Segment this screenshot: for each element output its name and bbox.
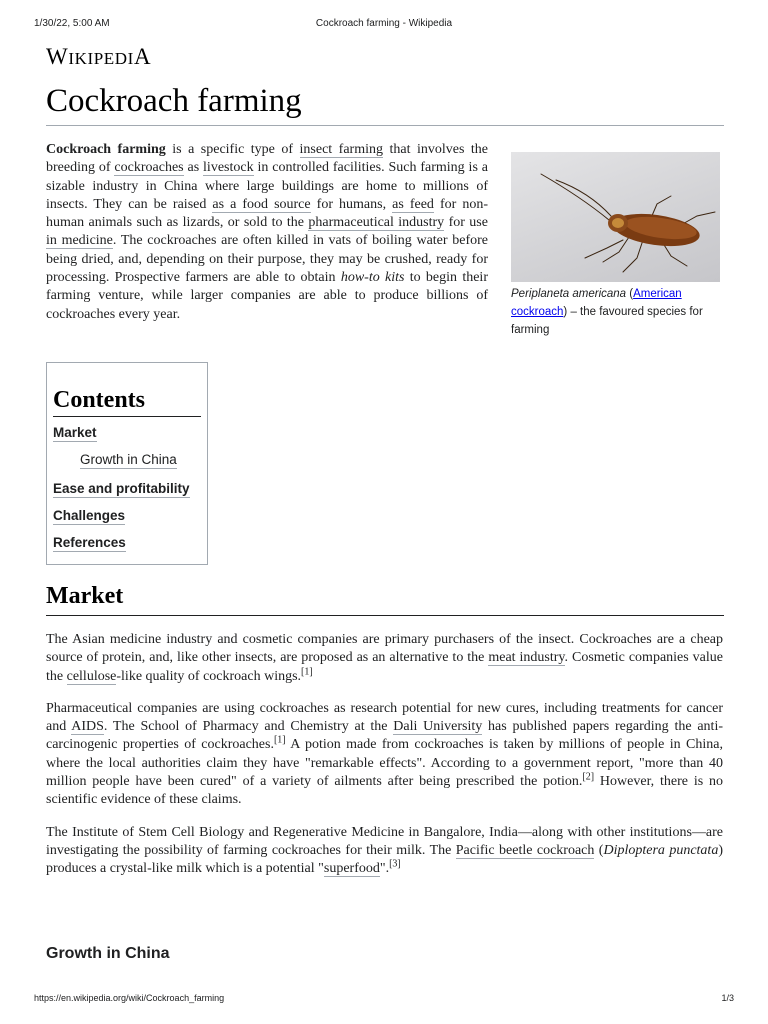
wikipedia-wordmark[interactable]: WIKIPEDIA <box>46 44 152 69</box>
section-heading-growth-in-china: Growth in China <box>46 945 170 962</box>
italic-term: Periplaneta americana <box>511 288 627 300</box>
bold-term: Cockroach farming <box>46 142 166 157</box>
article-link[interactable]: cellulose <box>66 668 117 684</box>
table-of-contents <box>46 362 208 565</box>
print-header <box>34 18 734 32</box>
infobox-figure <box>511 152 720 339</box>
page-title: Cockroach farming <box>46 83 302 119</box>
figure-caption: Periplaneta americana (American cockroach) – the favoured species for farming <box>511 288 703 336</box>
section-divider <box>46 615 724 616</box>
citation-ref[interactable]: [1] <box>301 665 313 677</box>
toc-item-growth-in-china[interactable]: Growth in China <box>80 452 177 467</box>
print-url: https://en.wikipedia.org/wiki/Cockroach_farming <box>34 993 225 1003</box>
market-paragraph-3: The Institute of Stem Cell Biology and Regenerative Medicine in Bangalore, India—along with other institutions—are investigating the possibility of farming cockroaches for their milk. The Pacific beetle cockroach (Diploptera punctata) produces a crystal-like milk which is a potential "superfood".[3] <box>46 824 723 877</box>
section-heading-market: Market <box>46 583 124 609</box>
citation-ref[interactable]: [3] <box>389 858 401 870</box>
article-link[interactable]: Pacific beetle cockroach <box>455 842 595 858</box>
article-link[interactable]: pharmaceutical industry <box>308 215 445 231</box>
intro-paragraph: Cockroach farming is a specific type of insect farming that involves the breeding of cockroaches as livestock in controlled facilities. Such farming is a sizable industry in China where large buildings are home to millions of insects. They can be raised as a food source for humans, as feed for non-human animals such as lizards, or sold to the pharmaceutical industry for use in medicine. The cockroaches are often killed in vats of boiling water before being dried, and, depending on their purpose, they may be crushed, ready for processing. Prospective farmers are able to obtain how-to kits to begin their farming venture, while larger companies are able to produce billions of cockroaches every year. <box>46 142 488 322</box>
article-link[interactable]: Dali University <box>393 719 483 735</box>
market-paragraph-2: Pharmaceutical companies are using cockroaches as research potential for new cures, including treatments for cancer and AIDS. The School of Pharmacy and Chemistry at the Dali University has published papers regarding the anti-carcinogenic properties of cockroaches.[1] A potion made from cockroaches is taken by millions of people in China, where the local authorities claim they have "remarkable effects". According to a government report, "more than 40 million people have been cured" of a variety of ailments after being prescribed the potion.[2] However, there is no scientific evidence of these claims. <box>46 700 723 808</box>
article-link[interactable]: as feed <box>392 196 434 212</box>
article-link[interactable]: cockroaches <box>114 160 184 176</box>
citation-ref[interactable]: [2] <box>582 771 595 783</box>
toc-item-ease-and-profitability[interactable]: Ease and profitability <box>53 481 190 496</box>
article-link[interactable]: AIDS <box>71 719 104 735</box>
toc-title: Contents <box>53 387 201 417</box>
article-link[interactable]: in medicine <box>46 233 113 249</box>
toc-item-challenges[interactable]: Challenges <box>53 508 126 523</box>
print-page-number: 1/3 <box>721 993 734 1003</box>
article-link[interactable]: American cockroach <box>511 288 682 318</box>
print-page-title: Cockroach farming - Wikipedia <box>315 18 453 29</box>
citation-ref[interactable]: [1] <box>273 734 286 746</box>
article-link[interactable]: meat industry <box>488 650 565 666</box>
print-date: 1/30/22, 5:00 AM <box>34 18 110 29</box>
italic-term: how-to kits <box>340 270 405 286</box>
article-link[interactable]: livestock <box>203 160 254 176</box>
toc-item-references[interactable]: References <box>53 535 126 550</box>
italic-term: Diploptera punctata <box>603 842 719 858</box>
market-section <box>46 631 723 893</box>
article-link[interactable]: as a food source <box>212 196 311 212</box>
print-footer <box>34 993 734 1007</box>
toc-item-market[interactable]: Market <box>53 425 97 440</box>
toc-list <box>53 425 201 562</box>
article-link[interactable]: insect farming <box>299 142 383 157</box>
title-divider <box>46 125 724 126</box>
market-paragraph-1: The Asian medicine industry and cosmetic companies are primary purchasers of the insect. Cockroaches are a cheap source of protein, and, like other insects, are proposed as an alternative to the meat industry. Cosmetic companies value the cellulose-like quality of cockroach wings.[1] <box>46 632 723 684</box>
cockroach-photo-icon[interactable] <box>511 152 720 282</box>
article-link[interactable]: superfood <box>323 861 380 877</box>
